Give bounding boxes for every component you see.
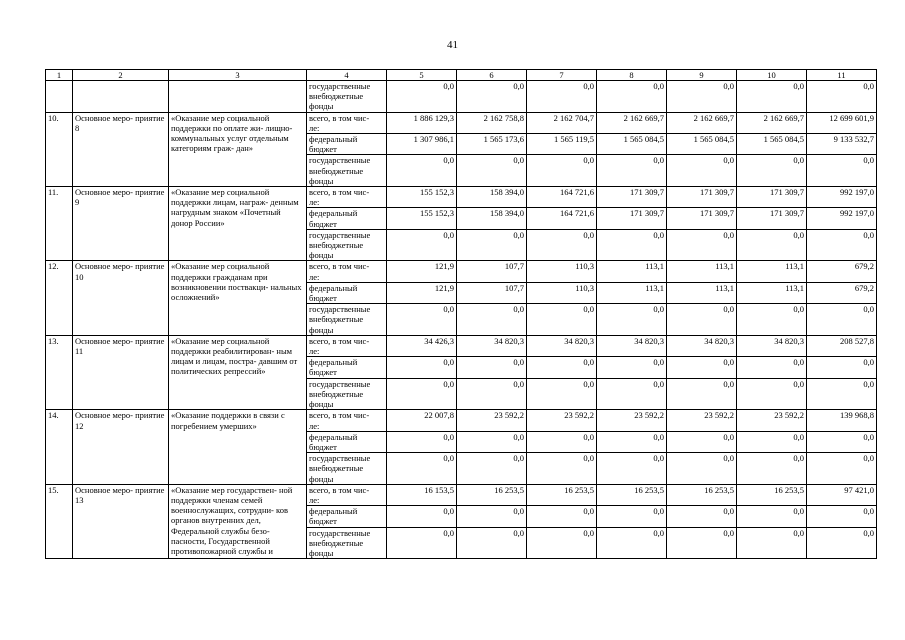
amount-cell: 0,0 — [807, 81, 877, 113]
amount-cell: 0,0 — [667, 304, 737, 336]
amount-cell: 1 565 084,5 — [737, 134, 807, 155]
amount-cell: 171 309,7 — [597, 208, 667, 229]
amount-cell: 34 820,3 — [457, 335, 527, 356]
funding-source — [307, 187, 387, 208]
amount-cell: 107,7 — [457, 282, 527, 303]
amount-cell: 0,0 — [457, 229, 527, 261]
amount-cell: 139 968,8 — [807, 410, 877, 431]
amount-cell: 0,0 — [807, 431, 877, 452]
amount-cell: 0,0 — [387, 527, 457, 559]
amount-cell: 0,0 — [457, 527, 527, 559]
funding-source-line: федеральный — [309, 282, 358, 293]
funding-source — [307, 134, 387, 155]
funding-source-line: всего, в том чис- — [309, 261, 370, 272]
funding-source — [307, 484, 387, 505]
funding-source — [307, 506, 387, 527]
table-row — [46, 410, 877, 431]
amount-cell: 0,0 — [597, 81, 667, 113]
amount-cell: 0,0 — [807, 304, 877, 336]
amount-cell: 34 820,3 — [527, 335, 597, 356]
funding-source — [307, 357, 387, 378]
amount-cell: 113,1 — [737, 261, 807, 282]
amount-cell: 0,0 — [527, 81, 597, 113]
amount-cell: 1 886 129,3 — [387, 112, 457, 133]
amount-cell: 0,0 — [387, 229, 457, 261]
amount-cell: 0,0 — [527, 155, 597, 187]
amount-cell: 110,3 — [527, 261, 597, 282]
amount-cell: 0,0 — [527, 506, 597, 527]
amount-cell: 171 309,7 — [737, 187, 807, 208]
amount-cell: 0,0 — [737, 304, 807, 336]
amount-cell: 110,3 — [527, 282, 597, 303]
amount-cell: 0,0 — [667, 527, 737, 559]
funding-source-line: внебюджетные — [309, 240, 364, 251]
funding-source-line: ле: — [309, 420, 320, 431]
amount-cell: 0,0 — [527, 229, 597, 261]
amount-cell: 0,0 — [387, 357, 457, 378]
item-number: 12. — [46, 261, 73, 335]
funding-source-line: федеральный — [309, 208, 358, 219]
item-number: 15. — [46, 484, 73, 558]
funding-source-line: федеральный — [309, 431, 358, 442]
amount-cell: 164 721,6 — [527, 208, 597, 229]
funding-source — [307, 527, 387, 559]
amount-cell: 0,0 — [667, 431, 737, 452]
amount-cell: 0,0 — [737, 378, 807, 410]
amount-cell: 155 152,3 — [387, 187, 457, 208]
amount-cell: 0,0 — [387, 155, 457, 187]
amount-cell: 171 309,7 — [737, 208, 807, 229]
amount-cell: 0,0 — [527, 378, 597, 410]
funding-source-line: бюджет — [309, 367, 337, 378]
event-description: «Оказание мер социальной поддержки по оплате жи- лищно-коммунальных услуг отдельным категориям граж- дан» — [169, 112, 307, 186]
amount-cell: 34 820,3 — [667, 335, 737, 356]
item-number: 11. — [46, 187, 73, 261]
amount-cell: 34 426,3 — [387, 335, 457, 356]
funding-source-line: внебюджетные — [309, 91, 364, 102]
event-name — [73, 81, 169, 113]
amount-cell: 1 565 173,6 — [457, 134, 527, 155]
funding-source-line: внебюджетные — [309, 463, 364, 474]
amount-cell: 0,0 — [387, 378, 457, 410]
amount-cell: 34 820,3 — [737, 335, 807, 356]
amount-cell: 107,7 — [457, 261, 527, 282]
event-description: «Оказание поддержки в связи с погребением умерших» — [169, 410, 307, 484]
funding-source — [307, 335, 387, 356]
funding-source — [307, 261, 387, 282]
funding-source-line: ле: — [309, 122, 320, 133]
event-name: Основное меро- приятие 8 — [73, 112, 169, 186]
amount-cell: 171 309,7 — [667, 187, 737, 208]
table-row — [46, 261, 877, 282]
funding-source-line: всего, в том чис- — [309, 112, 370, 123]
amount-cell: 16 153,5 — [387, 484, 457, 505]
funding-source — [307, 208, 387, 229]
funding-source — [307, 431, 387, 452]
amount-cell: 0,0 — [457, 304, 527, 336]
funding-source — [307, 378, 387, 410]
amount-cell: 0,0 — [387, 431, 457, 452]
amount-cell: 992 197,0 — [807, 187, 877, 208]
amount-cell: 208 527,8 — [807, 335, 877, 356]
amount-cell: 0,0 — [597, 357, 667, 378]
amount-cell: 0,0 — [457, 357, 527, 378]
funding-source — [307, 282, 387, 303]
table-row — [46, 335, 877, 356]
amount-cell: 0,0 — [667, 229, 737, 261]
funding-source-line: бюджет — [309, 218, 337, 229]
amount-cell: 171 309,7 — [667, 208, 737, 229]
header-cell: 6 — [457, 70, 527, 81]
amount-cell: 0,0 — [457, 506, 527, 527]
amount-cell: 0,0 — [457, 431, 527, 452]
header-cell: 4 — [307, 70, 387, 81]
amount-cell: 0,0 — [597, 304, 667, 336]
amount-cell: 0,0 — [737, 527, 807, 559]
funding-source-line: государственные — [309, 527, 371, 538]
amount-cell: 23 592,2 — [527, 410, 597, 431]
amount-cell: 0,0 — [527, 527, 597, 559]
amount-cell: 155 152,3 — [387, 208, 457, 229]
amount-cell: 97 421,0 — [807, 484, 877, 505]
amount-cell: 0,0 — [387, 453, 457, 485]
amount-cell: 0,0 — [527, 453, 597, 485]
funding-source-line: государственные — [309, 81, 371, 91]
table-row — [46, 112, 877, 133]
header-row — [46, 70, 877, 81]
amount-cell: 679,2 — [807, 261, 877, 282]
funding-source-line: ле: — [309, 346, 320, 357]
header-cell: 7 — [527, 70, 597, 81]
amount-cell: 0,0 — [597, 229, 667, 261]
header-cell: 10 — [737, 70, 807, 81]
amount-cell: 23 592,2 — [737, 410, 807, 431]
funding-source-line: ле: — [309, 197, 320, 208]
funding-source-line: всего, в том чис- — [309, 335, 370, 346]
event-name: Основное меро- приятие 11 — [73, 335, 169, 409]
amount-cell: 16 253,5 — [667, 484, 737, 505]
header-cell: 8 — [597, 70, 667, 81]
event-description — [169, 81, 307, 113]
amount-cell: 0,0 — [667, 81, 737, 113]
funding-source — [307, 453, 387, 485]
funding-source-line: бюджет — [309, 516, 337, 527]
amount-cell: 0,0 — [387, 81, 457, 113]
funding-source-line: государственные — [309, 155, 371, 166]
amount-cell: 0,0 — [527, 357, 597, 378]
amount-cell: 113,1 — [597, 282, 667, 303]
header-cell: 5 — [387, 70, 457, 81]
amount-cell: 0,0 — [457, 378, 527, 410]
amount-cell: 0,0 — [807, 378, 877, 410]
amount-cell: 0,0 — [527, 304, 597, 336]
amount-cell: 0,0 — [737, 155, 807, 187]
page-number: 41 — [447, 39, 458, 51]
header-cell: 11 — [807, 70, 877, 81]
amount-cell: 121,9 — [387, 261, 457, 282]
table-row — [46, 484, 877, 505]
amount-cell: 0,0 — [667, 357, 737, 378]
amount-cell: 113,1 — [667, 261, 737, 282]
funding-source-line: фонды — [309, 473, 334, 484]
funding-source-line: федеральный — [309, 506, 358, 517]
amount-cell: 2 162 669,7 — [737, 112, 807, 133]
amount-cell: 1 565 119,5 — [527, 134, 597, 155]
amount-cell: 113,1 — [667, 282, 737, 303]
amount-cell: 1 565 084,5 — [597, 134, 667, 155]
funding-source — [307, 81, 387, 113]
item-number: 14. — [46, 410, 73, 484]
amount-cell: 1 307 986,1 — [387, 134, 457, 155]
amount-cell: 0,0 — [807, 453, 877, 485]
funding-source-line: всего, в том чис- — [309, 187, 370, 198]
amount-cell: 23 592,2 — [457, 410, 527, 431]
event-description: «Оказание мер социальной поддержки реабилитирован- ным лицам и лицам, постра- давшим от политических репрессий» — [169, 335, 307, 409]
header-cell: 2 — [73, 70, 169, 81]
amount-cell: 0,0 — [807, 506, 877, 527]
funding-source-line: всего, в том чис- — [309, 410, 370, 421]
amount-cell: 0,0 — [527, 431, 597, 452]
amount-cell: 171 309,7 — [597, 187, 667, 208]
header-cell: 1 — [46, 70, 73, 81]
amount-cell: 0,0 — [597, 378, 667, 410]
amount-cell: 0,0 — [597, 431, 667, 452]
amount-cell: 0,0 — [387, 304, 457, 336]
amount-cell: 0,0 — [387, 506, 457, 527]
amount-cell: 0,0 — [457, 155, 527, 187]
funding-source-line: фонды — [309, 101, 334, 112]
amount-cell: 158 394,0 — [457, 208, 527, 229]
funding-source-line: государственные — [309, 453, 371, 464]
amount-cell: 0,0 — [807, 229, 877, 261]
amount-cell: 0,0 — [667, 453, 737, 485]
amount-cell: 2 162 704,7 — [527, 112, 597, 133]
amount-cell: 0,0 — [457, 81, 527, 113]
funding-source-line: фонды — [309, 175, 334, 186]
amount-cell: 12 699 601,9 — [807, 112, 877, 133]
amount-cell: 0,0 — [457, 453, 527, 485]
funding-source-line: государственные — [309, 304, 371, 315]
amount-cell: 121,9 — [387, 282, 457, 303]
amount-cell: 0,0 — [737, 431, 807, 452]
table-row — [46, 187, 877, 208]
amount-cell: 16 253,5 — [597, 484, 667, 505]
funding-source — [307, 304, 387, 336]
funding-source-line: федеральный — [309, 134, 358, 145]
amount-cell: 0,0 — [667, 155, 737, 187]
funding-source-line: внебюджетные — [309, 388, 364, 399]
amount-cell: 23 592,2 — [667, 410, 737, 431]
funding-source-line: внебюджетные — [309, 165, 364, 176]
amount-cell: 0,0 — [667, 506, 737, 527]
funding-source-line: государственные — [309, 378, 371, 389]
amount-cell: 0,0 — [737, 229, 807, 261]
funding-source-line: фонды — [309, 399, 334, 410]
header-cell: 3 — [169, 70, 307, 81]
amount-cell: 0,0 — [597, 527, 667, 559]
amount-cell: 992 197,0 — [807, 208, 877, 229]
amount-cell: 0,0 — [597, 453, 667, 485]
amount-cell: 34 820,3 — [597, 335, 667, 356]
item-number — [46, 81, 73, 113]
event-description: «Оказание мер социальной поддержки лицам, награж- денным нагрудным знаком «Почетный донор России» — [169, 187, 307, 261]
funding-source-line: внебюджетные — [309, 314, 364, 325]
funding-source-line: внебюджетные — [309, 537, 364, 548]
event-description: «Оказание мер социальной поддержки гражданам при возникновении поствакци- нальных осложнений» — [169, 261, 307, 335]
event-name: Основное меро- приятие 10 — [73, 261, 169, 335]
amount-cell: 0,0 — [737, 81, 807, 113]
funding-source-line: федеральный — [309, 357, 358, 368]
funding-source-line: бюджет — [309, 144, 337, 155]
funding-source-line: государственные — [309, 229, 371, 240]
funding-source-line: фонды — [309, 250, 334, 261]
amount-cell: 2 162 669,7 — [667, 112, 737, 133]
amount-cell: 164 721,6 — [527, 187, 597, 208]
event-name: Основное меро- приятие 9 — [73, 187, 169, 261]
funding-source-line: ле: — [309, 494, 320, 505]
amount-cell: 0,0 — [597, 506, 667, 527]
funding-source-line: бюджет — [309, 293, 337, 304]
funding-source — [307, 410, 387, 431]
amount-cell: 9 133 532,7 — [807, 134, 877, 155]
funding-source — [307, 155, 387, 187]
item-number: 10. — [46, 112, 73, 186]
amount-cell: 23 592,2 — [597, 410, 667, 431]
funding-source — [307, 112, 387, 133]
amount-cell: 0,0 — [807, 357, 877, 378]
funding-source-line: бюджет — [309, 441, 337, 452]
amount-cell: 16 253,5 — [737, 484, 807, 505]
budget-table — [45, 69, 877, 559]
amount-cell: 113,1 — [597, 261, 667, 282]
header-cell: 9 — [667, 70, 737, 81]
item-number: 13. — [46, 335, 73, 409]
amount-cell: 2 162 669,7 — [597, 112, 667, 133]
funding-source-line: ле: — [309, 271, 320, 282]
funding-source-line: всего, в том чис- — [309, 484, 370, 495]
funding-source-line: фонды — [309, 324, 334, 335]
amount-cell: 158 394,0 — [457, 187, 527, 208]
amount-cell: 0,0 — [737, 453, 807, 485]
event-description: «Оказание мер государствен- ной поддержки членам семей военнослужащих, сотрудни- ков органов внутренних дел, Федеральной службы безо- пасности, Государственной противопожарной службы и — [169, 484, 307, 558]
amount-cell: 16 253,5 — [457, 484, 527, 505]
amount-cell: 679,2 — [807, 282, 877, 303]
amount-cell: 0,0 — [667, 378, 737, 410]
amount-cell: 0,0 — [807, 527, 877, 559]
amount-cell: 0,0 — [737, 506, 807, 527]
funding-source-line: фонды — [309, 547, 334, 558]
amount-cell: 16 253,5 — [527, 484, 597, 505]
amount-cell: 0,0 — [807, 155, 877, 187]
amount-cell: 113,1 — [737, 282, 807, 303]
amount-cell: 1 565 084,5 — [667, 134, 737, 155]
table-row — [46, 81, 877, 113]
event-name: Основное меро- приятие 13 — [73, 484, 169, 558]
amount-cell: 0,0 — [737, 357, 807, 378]
event-name: Основное меро- приятие 12 — [73, 410, 169, 484]
amount-cell: 22 007,8 — [387, 410, 457, 431]
amount-cell: 2 162 758,8 — [457, 112, 527, 133]
funding-source — [307, 229, 387, 261]
amount-cell: 0,0 — [597, 155, 667, 187]
